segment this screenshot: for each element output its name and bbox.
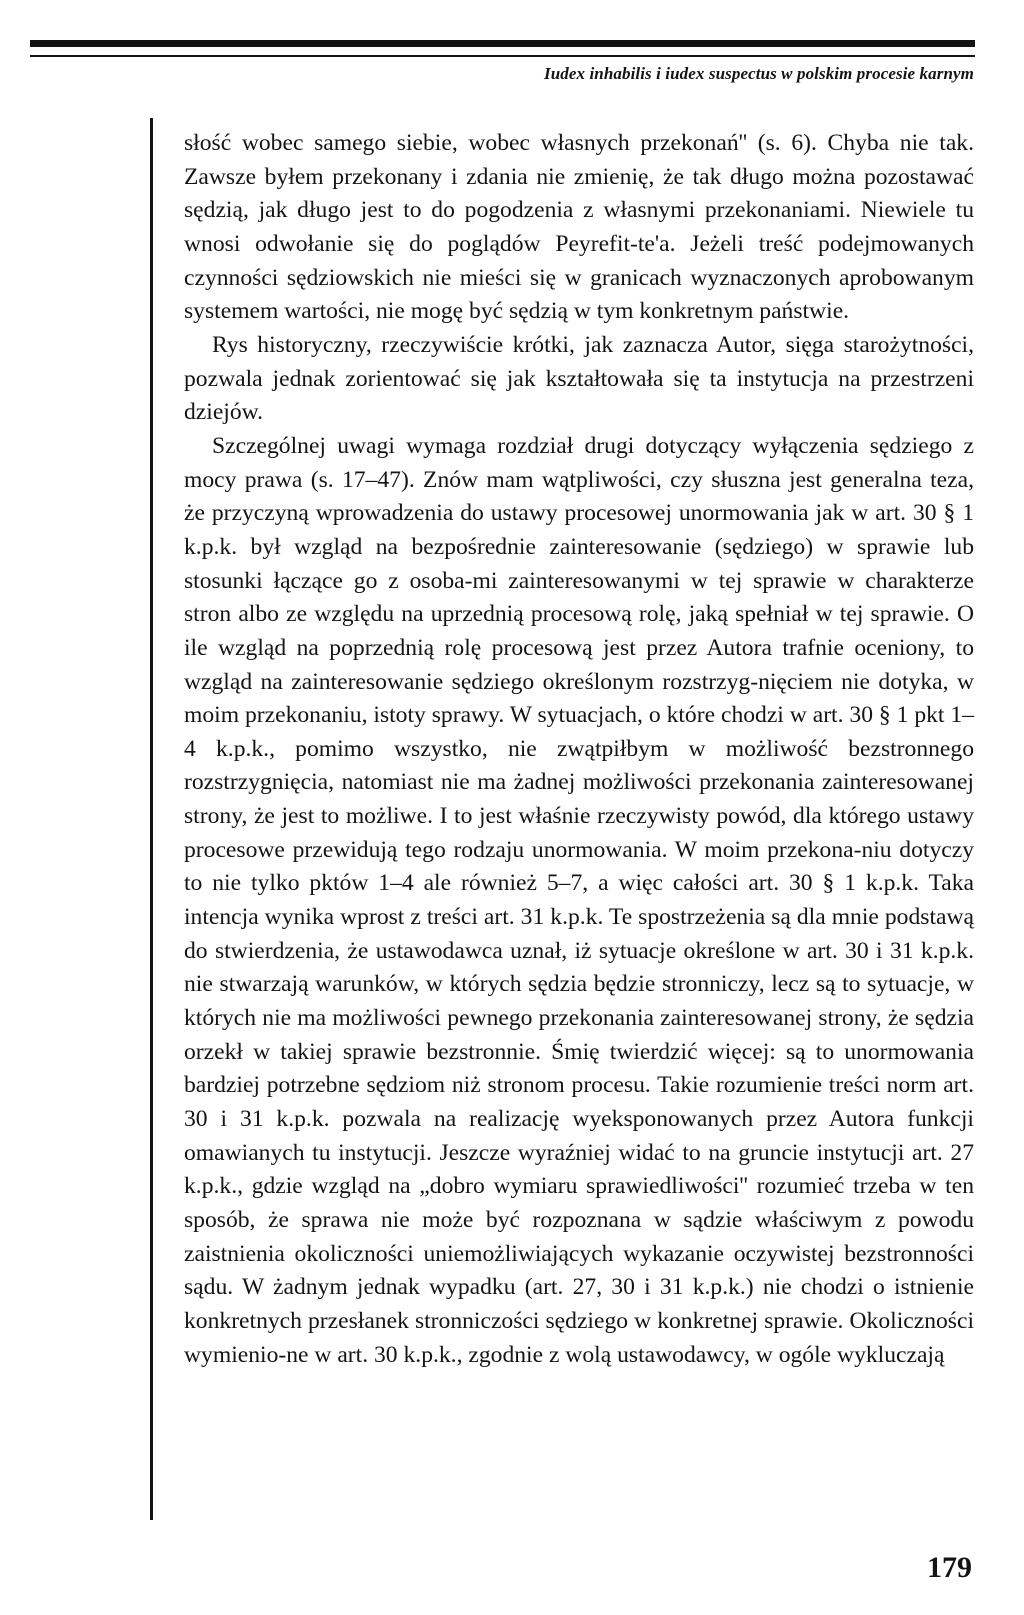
header-rule-thick: [30, 40, 975, 47]
paragraph: słość wobec samego siebie, wobec własnych przekonań'' (s. 6). Chyba nie tak. Zawsze byłem przekonany i zdania nie zmienię, że tak długo można pozostawać sędzią, jak długo jest to do pogodzenia z własnymi przekonaniami. Niewiele tu wnosi odwołanie się do poglądów Peyrefit-te'a. Jeżeli treść podejmowanych czynności sędziowskich nie mieści się w granicach wyznaczonych aprobowanym systemem wartości, nie mogę być sędzią w tym konkretnym państwie.: [184, 130, 974, 325]
paragraph: Rys historyczny, rzeczywiście krótki, jak zaznacza Autor, sięga starożytności, pozwala jednak zorientować się jak kształtowała się ta instytucja na przestrzeni dziejów.: [184, 331, 974, 426]
margin-bar: [150, 118, 153, 1520]
header-rule-thin: [30, 55, 975, 57]
running-head: Iudex inhabilis i iudex suspectus w polskim procesie karnym: [543, 64, 974, 83]
paragraph: Szczególnej uwagi wymaga rozdział drugi dotyczący wyłączenia sędziego z mocy prawa (s. 17–47). Znów mam wątpliwości, czy słuszna jest generalna teza, że przyczyną wprowadzenia do ustawy procesowej unormowania jak w art. 30 § 1 k.p.k. był wzgląd na bezpośrednie zainteresowanie (sędziego) w sprawie lub stosunki łączące go z osoba-mi zainteresowanymi w tej sprawie w charakterze stron albo ze względu na uprzednią procesową rolę, jaką spełniał w tej sprawie. O ile wzgląd na poprzednią rolę procesową jest przez Autora trafnie oceniony, to wzgląd na zainteresowanie sędziego określonym rozstrzyg-nięciem nie dotyka, w moim przekonaniu, istoty sprawy. W sytuacjach, o które chodzi w art. 30 § 1 pkt 1–4 k.p.k., pomimo wszystko, nie zwątpiłbym w możliwość bezstronnego rozstrzygnięcia, natomiast nie ma żadnej możliwości przekonania zainteresowanej strony, że jest to możliwe. I to jest właśnie rzeczywisty powód, dla którego ustawy procesowe przewidują tego rodzaju unormowania. W moim przekona-niu dotyczy to nie tylko pktów 1–4 ale również 5–7, a więc całości art. 30 § 1 k.p.k. Taka intencja wynika wprost z treści art. 31 k.p.k. Te spostrzeżenia są dla mnie podstawą do stwierdzenia, że ustawodawca uznał, iż sytuacje określone w art. 30 i 31 k.p.k. nie stwarzają warunków, w których sędzia będzie stronniczy, lecz są to sytuacje, w których nie ma możliwości pewnego przekonania zainteresowanej strony, że sędzia orzekł w takiej sprawie bezstronnie. Śmię twierdzić więcej: są to unormowania bardziej potrzebne sędziom niż stronom procesu. Takie rozumienie treści norm art. 30 i 31 k.p.k. pozwala na realizację wyeksponowanych przez Autora funkcji omawianych tu instytucji. Jeszcze wyraźniej widać to na gruncie instytucji art. 27 k.p.k., gdzie wzgląd na „dobro wymiaru sprawiedliwości'' rozumieć trzeba w ten sposób, że sprawa nie może być rozpoznana w sądzie właściwym z powodu zaistnienia okoliczności uniemożliwiających wykazanie oczywistej bezstronności sądu. W żadnym jednak wypadku (art. 27, 30 i 31 k.p.k.) nie chodzi o istnienie konkretnych przesłanek stronniczości sędziego w konkretnej sprawie. Okoliczności wymienio-ne w art. 30 k.p.k., zgodnie z wolą ustawodawcy, w ogóle wykluczają: [184, 432, 974, 1368]
page-number: 179: [927, 1551, 972, 1584]
body-text: [184, 127, 974, 1372]
